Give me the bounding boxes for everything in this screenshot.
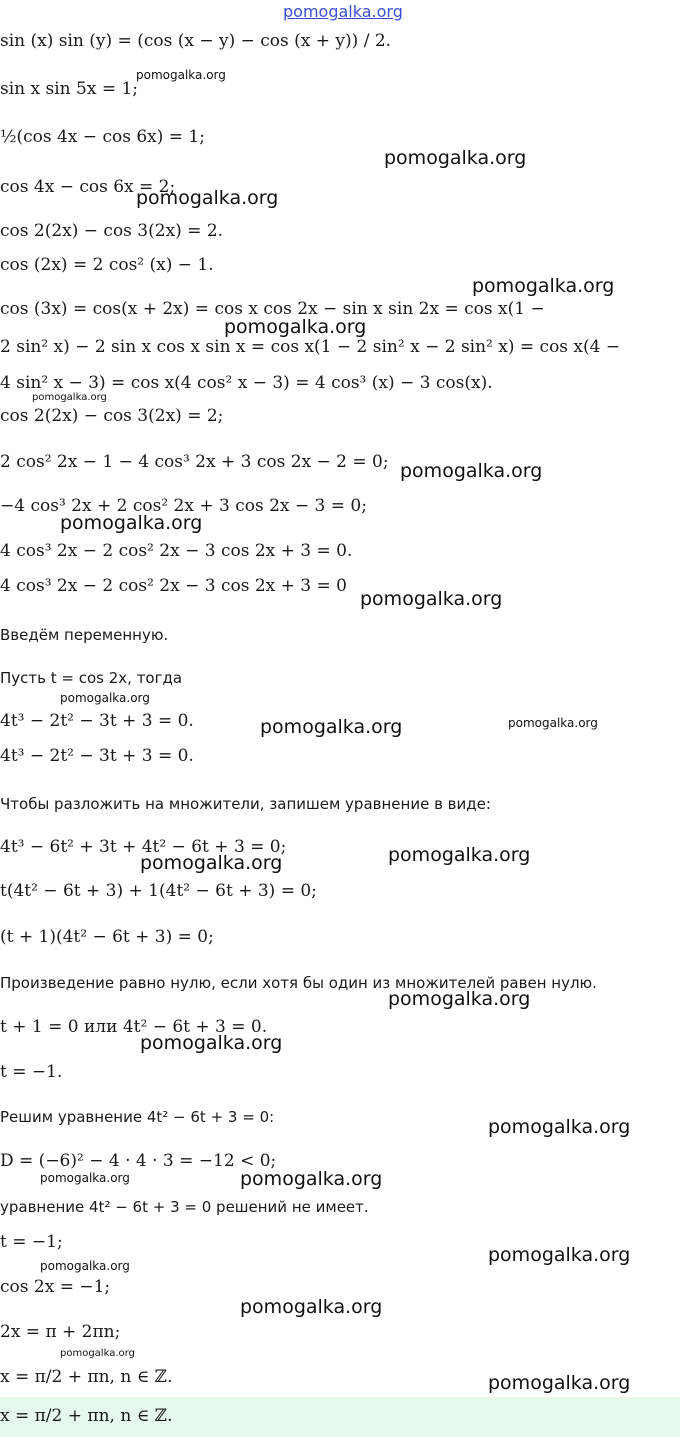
formula-line: 4t³ − 2t² − 3t + 3 = 0. bbox=[0, 746, 194, 766]
watermark: pomogalka.org bbox=[388, 844, 531, 866]
formula-line: 2 cos² 2x − 1 − 4 cos³ 2x + 3 cos 2x − 2 = 0; bbox=[0, 452, 389, 472]
formula-line: cos (3x) = cos(x + 2x) = cos x cos 2x − sin x sin 2x = cos x(1 − bbox=[0, 299, 545, 319]
formula-line: ½(cos 4x − cos 6x) = 1; bbox=[0, 127, 205, 147]
formula-line: 4 cos³ 2x − 2 cos² 2x − 3 cos 2x + 3 = 0. bbox=[0, 541, 353, 561]
watermark: pomogalka.org bbox=[60, 512, 203, 534]
text-line: Произведение равно нулю, если хотя бы один из множителей равен нулю. bbox=[0, 974, 597, 992]
text-line: Чтобы разложить на множители, запишем уравнение в виде: bbox=[0, 795, 491, 813]
text-line: Решим уравнение 4t² − 6t + 3 = 0: bbox=[0, 1108, 275, 1126]
text-line: Пусть t = cos 2x, тогда bbox=[0, 669, 183, 687]
formula-line: t(4t² − 6t + 3) + 1(4t² − 6t + 3) = 0; bbox=[0, 881, 317, 901]
formula-line: 4 cos³ 2x − 2 cos² 2x − 3 cos 2x + 3 = 0 bbox=[0, 576, 347, 596]
watermark: pomogalka.org bbox=[40, 1171, 130, 1185]
watermark: pomogalka.org bbox=[488, 1372, 631, 1394]
watermark: pomogalka.org bbox=[240, 1168, 383, 1190]
answer-box bbox=[0, 1397, 680, 1437]
answer-text: x = π/2 + πn, n ∈ ℤ. bbox=[0, 1406, 173, 1426]
formula-line: sin (x) sin (y) = (cos (x − y) − cos (x + y)) / 2. bbox=[0, 31, 392, 51]
formula-line: cos 2(2x) − cos 3(2x) = 2. bbox=[0, 221, 224, 241]
watermark: pomogalka.org bbox=[140, 1032, 283, 1054]
formula-line: cos 2x = −1; bbox=[0, 1277, 111, 1297]
formula-line: (t + 1)(4t² − 6t + 3) = 0; bbox=[0, 927, 214, 947]
formula-line: t + 1 = 0 или 4t² − 6t + 3 = 0. bbox=[0, 1017, 268, 1037]
watermark: pomogalka.org bbox=[136, 68, 226, 82]
formula-line: t = −1; bbox=[0, 1232, 63, 1252]
formula-line: 2x = π + 2πn; bbox=[0, 1322, 121, 1342]
watermark: pomogalka.org bbox=[400, 460, 543, 482]
watermark: pomogalka.org bbox=[388, 988, 531, 1010]
watermark: pomogalka.org bbox=[508, 716, 598, 730]
watermark: pomogalka.org bbox=[140, 852, 283, 874]
watermark: pomogalka.org bbox=[60, 1348, 135, 1359]
watermark: pomogalka.org bbox=[360, 588, 503, 610]
text-line: Введём переменную. bbox=[0, 626, 169, 644]
watermark: pomogalka.org bbox=[488, 1116, 631, 1138]
watermark: pomogalka.org bbox=[240, 1296, 383, 1318]
formula-line: 4t³ − 6t² + 3t + 4t² − 6t + 3 = 0; bbox=[0, 837, 287, 857]
formula-line: cos 4x − cos 6x = 2; bbox=[0, 177, 176, 197]
formula-line: sin x sin 5x = 1; bbox=[0, 79, 139, 99]
watermark-link[interactable]: pomogalka.org bbox=[283, 2, 403, 21]
watermark: pomogalka.org bbox=[472, 275, 615, 297]
formula-line: D = (−6)² − 4 · 4 · 3 = −12 < 0; bbox=[0, 1151, 277, 1171]
watermark: pomogalka.org bbox=[32, 392, 107, 403]
watermark: pomogalka.org bbox=[136, 187, 279, 209]
formula-line: x = π/2 + πn, n ∈ ℤ. bbox=[0, 1367, 173, 1387]
formula-line: 4t³ − 2t² − 3t + 3 = 0. bbox=[0, 711, 194, 731]
formula-line: 2 sin² x) − 2 sin x cos x sin x = cos x(1 − 2 sin² x − 2 sin² x) = cos x(4 − bbox=[0, 337, 621, 357]
watermark: pomogalka.org bbox=[384, 147, 527, 169]
watermark: pomogalka.org bbox=[260, 716, 403, 738]
watermark: pomogalka.org bbox=[40, 1259, 130, 1273]
watermark: pomogalka.org bbox=[60, 691, 150, 705]
formula-line: cos (2x) = 2 cos² (x) − 1. bbox=[0, 255, 214, 275]
watermark: pomogalka.org bbox=[488, 1244, 631, 1266]
formula-line: 4 sin² x − 3) = cos x(4 cos² x − 3) = 4 cos³ (x) − 3 cos(x). bbox=[0, 373, 493, 393]
text-line: уравнение 4t² − 6t + 3 = 0 решений не имеет. bbox=[0, 1198, 369, 1216]
formula-line: t = −1. bbox=[0, 1062, 63, 1082]
watermark: pomogalka.org bbox=[224, 316, 367, 338]
formula-line: cos 2(2x) − cos 3(2x) = 2; bbox=[0, 406, 224, 426]
formula-line: −4 cos³ 2x + 2 cos² 2x + 3 cos 2x − 3 = 0; bbox=[0, 496, 367, 516]
